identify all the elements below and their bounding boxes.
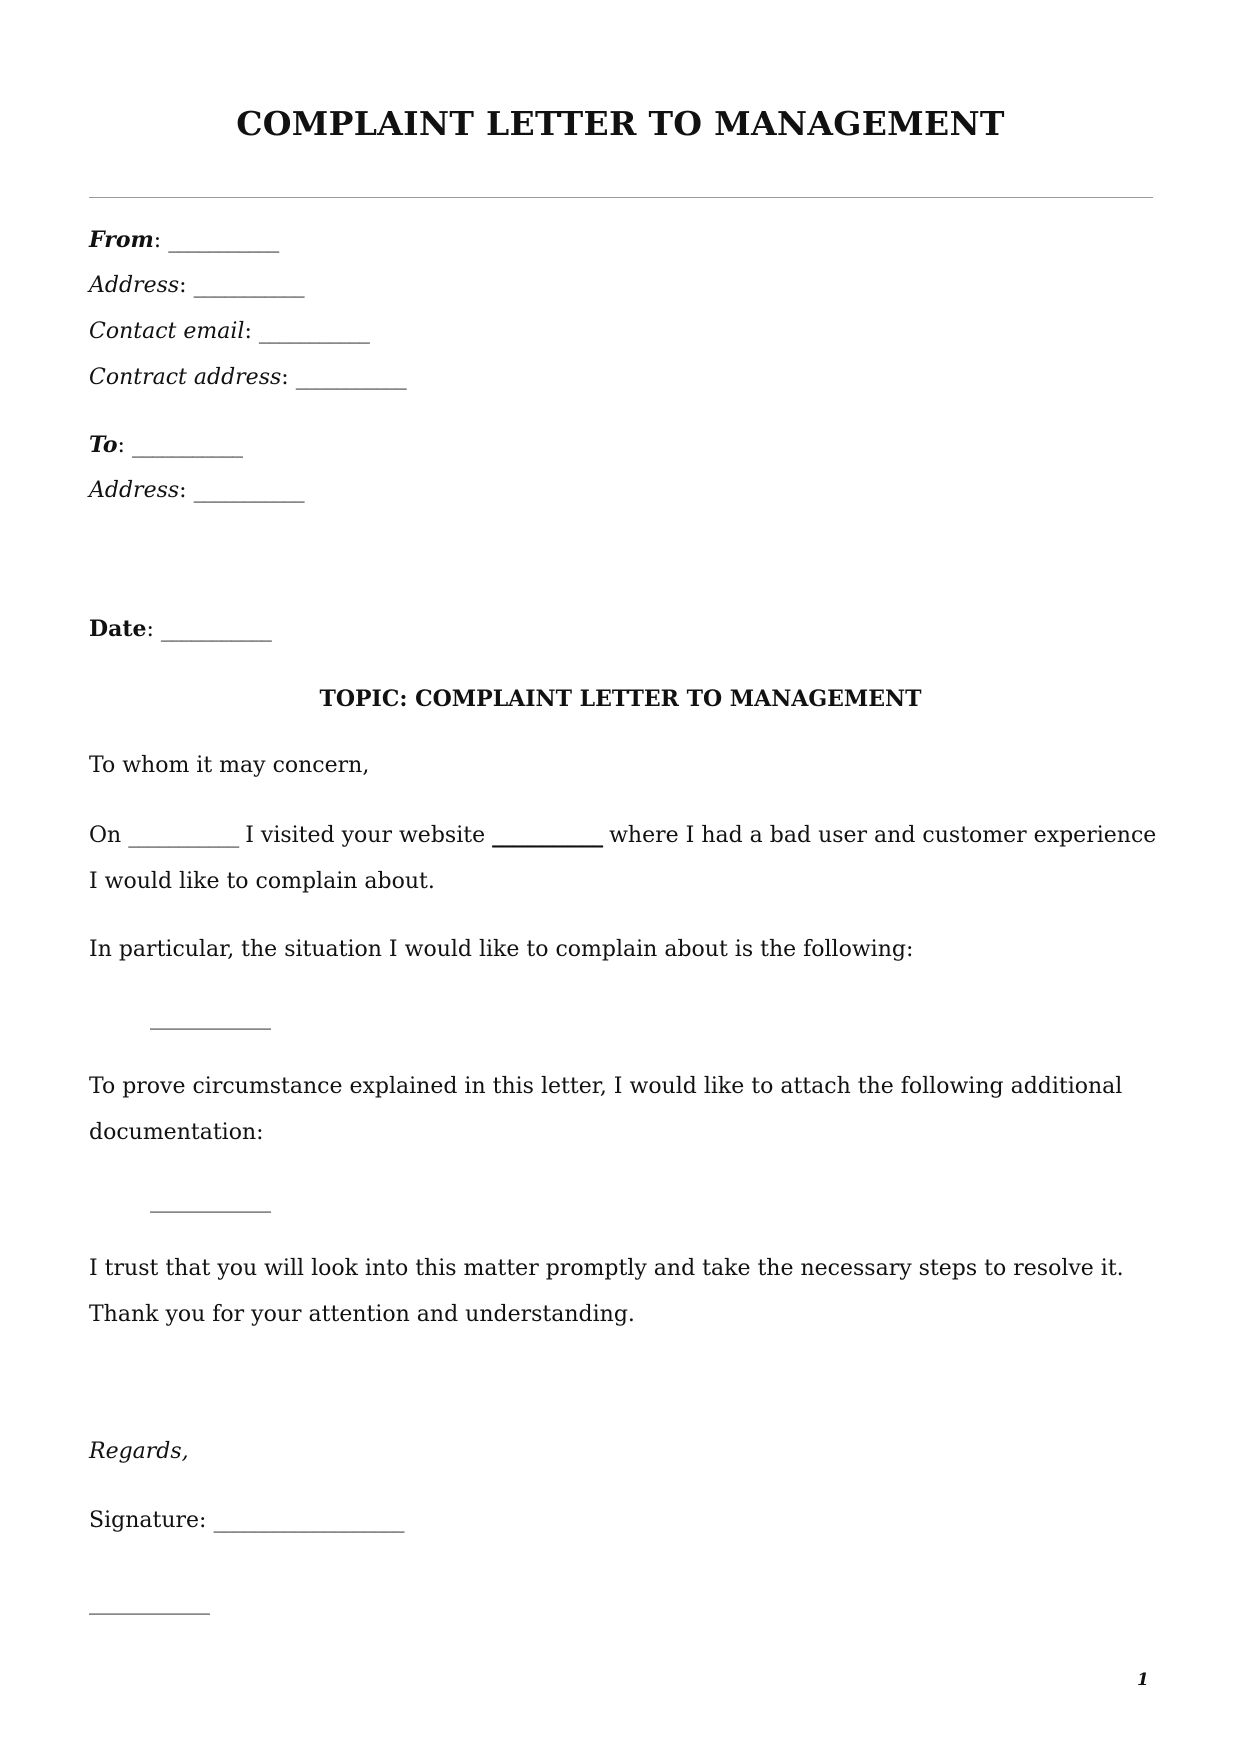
topic-heading: TOPIC: COMPLAINT LETTER TO MANAGEMENT [319, 686, 922, 712]
p1-rest: where I had a bad user and customer experience I would like to complain about. [89, 823, 1157, 894]
signature-blank[interactable]: ___________________ [213, 1508, 404, 1533]
from-label: From [89, 227, 154, 253]
regards: Regards, [89, 1439, 189, 1464]
recipient-address-blank[interactable]: ___________ [193, 478, 304, 503]
signature-line [89, 1498, 1159, 1544]
salutation: To whom it may concern, [89, 753, 370, 778]
sender-address-blank[interactable]: ___________ [193, 273, 304, 298]
recipient-address-line: Address: ___________ [89, 478, 304, 503]
website-blank[interactable]: ___________ [492, 822, 603, 848]
date-line: Date: ___________ [89, 616, 271, 642]
paragraph-situation: In particular, the situation I would like to complain about is the following: [89, 937, 914, 962]
contact-email-label: Contact email [89, 319, 245, 344]
signature-label: Signature: [89, 1508, 207, 1533]
recipient-address-label: Address [89, 478, 180, 503]
p1-visited: I visited your website [238, 823, 493, 848]
from-line: From: ___________ [89, 227, 279, 253]
contract-address-blank[interactable]: ___________ [295, 365, 406, 390]
contract-address-label: Contract address [89, 365, 282, 390]
page-number: 1 [1137, 1670, 1149, 1690]
from-blank[interactable]: ___________ [168, 228, 279, 253]
title-divider [89, 197, 1153, 198]
date-blank[interactable]: ___________ [160, 617, 271, 642]
page-title: COMPLAINT LETTER TO MANAGEMENT [236, 104, 1005, 143]
visit-date-blank[interactable]: ___________ [128, 823, 239, 848]
p1-on: On [89, 823, 122, 848]
documentation-blank[interactable]: ___________ [150, 1188, 271, 1213]
name-blank[interactable]: ___________ [89, 1590, 210, 1615]
contact-email-blank[interactable]: ___________ [258, 319, 369, 344]
paragraph-closing: I trust that you will look into this matter promptly and take the necessary steps to resolve it. Thank you for your attention and understanding. [89, 1256, 1124, 1327]
paragraph-documentation: To prove circumstance explained in this letter, I would like to attach the following additional documentation: [89, 1074, 1123, 1145]
paragraph-visit [89, 812, 1159, 905]
to-blank[interactable]: ___________ [131, 433, 242, 458]
sender-address-line: Address: ___________ [89, 273, 304, 298]
date-label: Date [89, 616, 147, 642]
contact-email-line: Contact email: ___________ [89, 319, 369, 344]
to-label: To [89, 432, 118, 458]
to-line: To: ___________ [89, 432, 242, 458]
sender-address-label: Address [89, 273, 180, 298]
contract-address-line: Contract address: ___________ [89, 365, 406, 390]
situation-blank[interactable]: ___________ [150, 1005, 271, 1030]
